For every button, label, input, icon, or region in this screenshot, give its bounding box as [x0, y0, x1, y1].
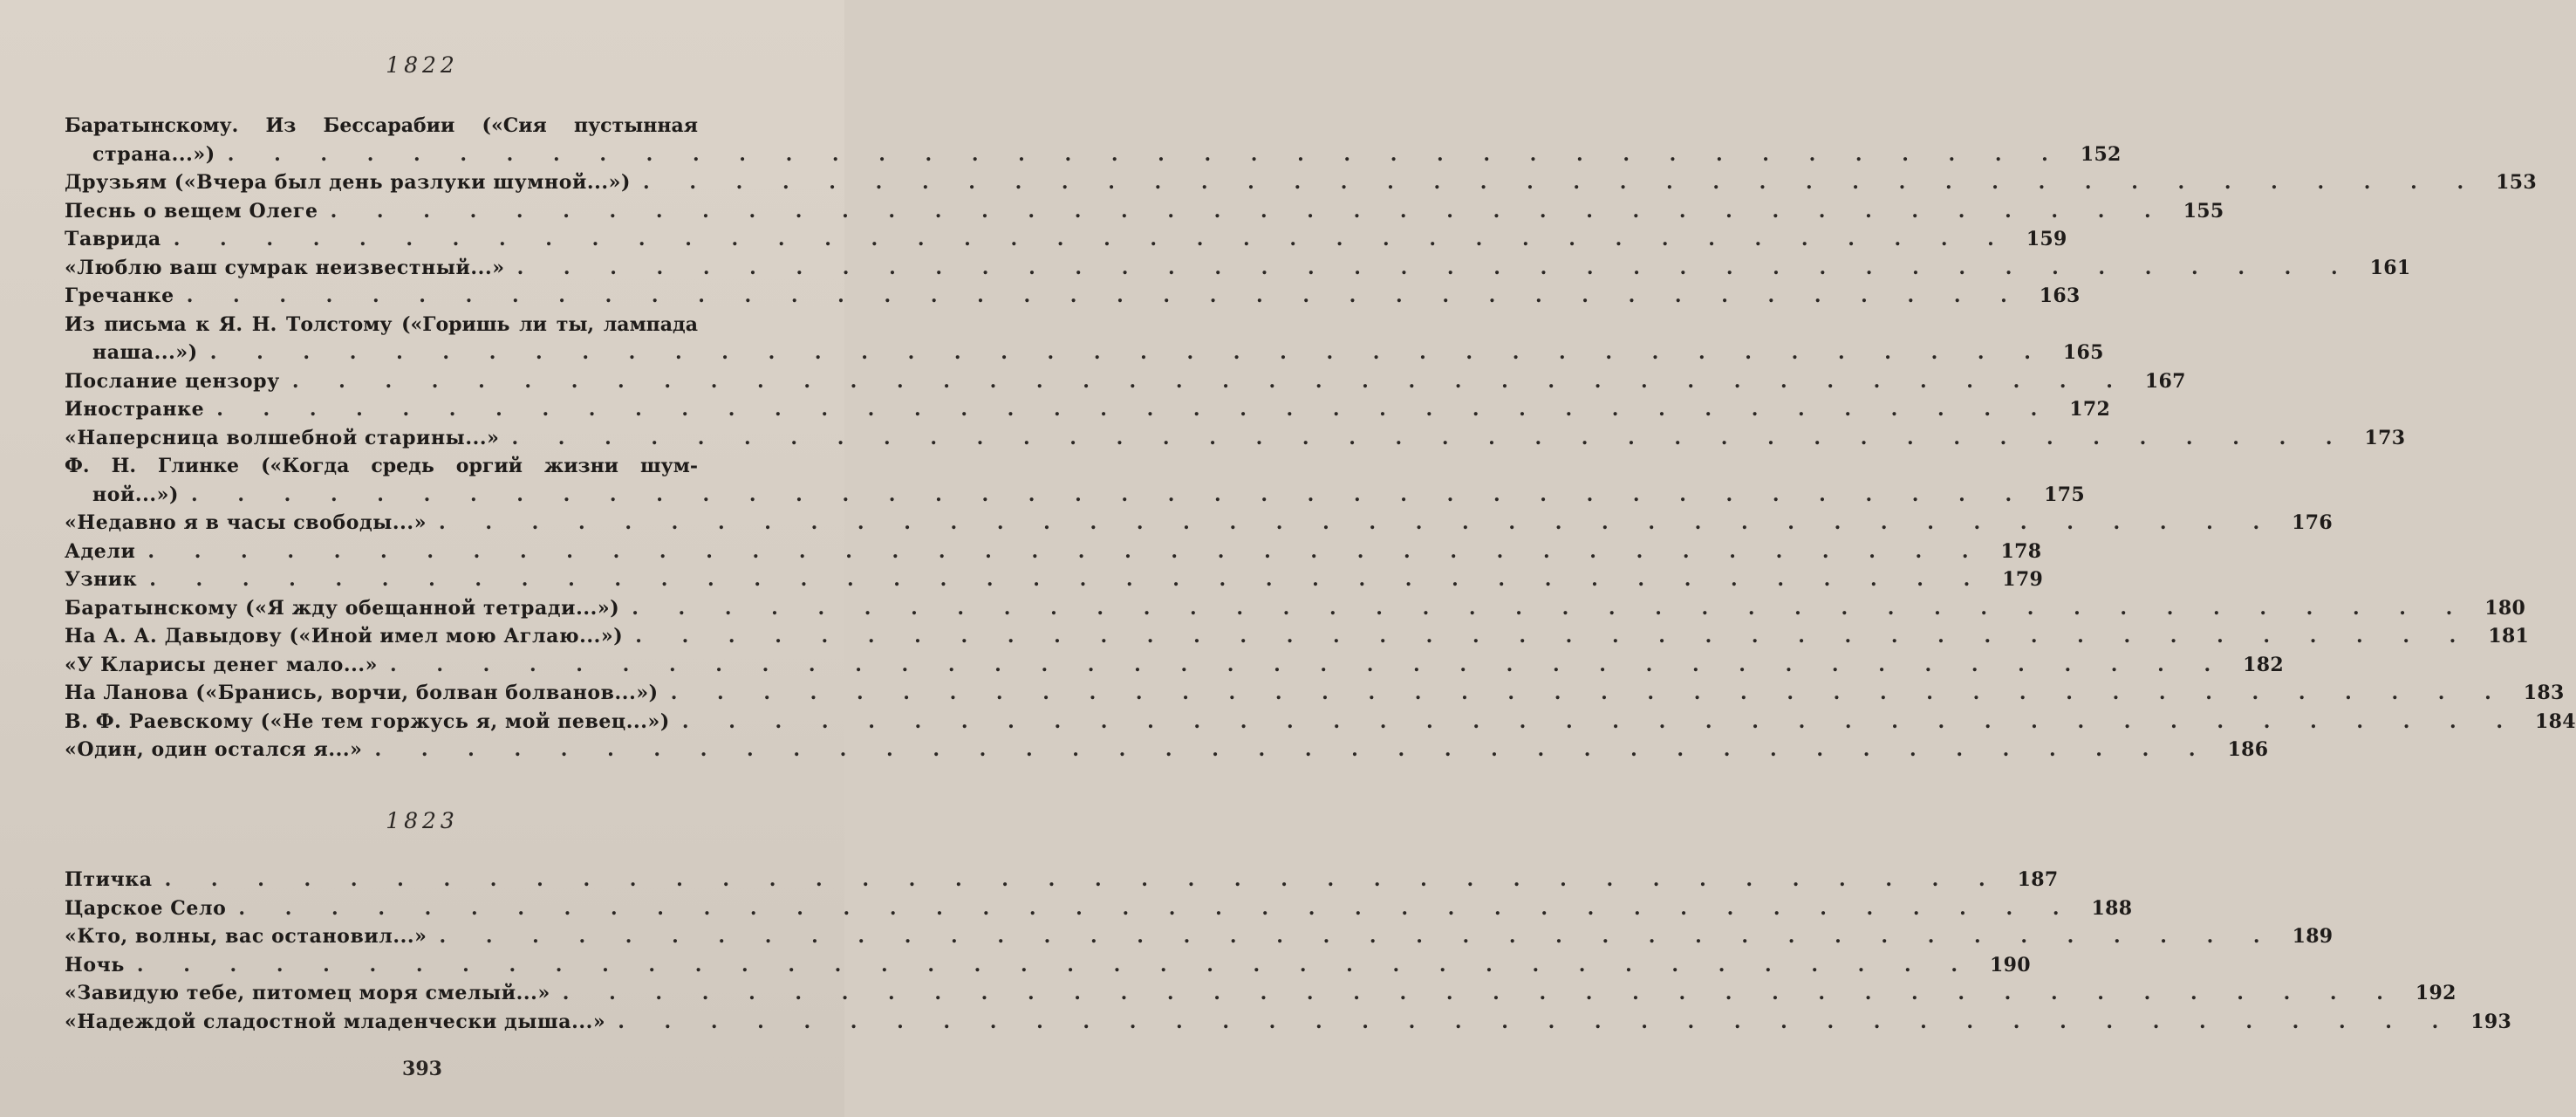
toc-entry-word: шум-	[640, 455, 698, 477]
dot-leader: . . . . . . . . . . . . . . . . . . . . . . . . . . . . . . . . . . . . . . . .	[216, 398, 2054, 421]
toc-entry-word: («Горишь	[401, 312, 510, 336]
toc-entry-title: Иностранке	[65, 398, 205, 421]
toc-entry-word: Бессарабии	[323, 114, 455, 137]
toc-entry-page-number: 165	[2062, 341, 2104, 364]
dot-leader: . . . . . . . . . . . . . . . . . . . . . . . . . . . . . . . . . . . . . . . .	[439, 511, 2277, 534]
toc-entry-title: «У Клариcы денег мало...»	[65, 653, 379, 676]
toc-entry-title: Таврида	[65, 228, 161, 250]
toc-entry-title: страна...»)	[92, 142, 215, 166]
toc-entry-page-number: 186	[2227, 738, 2269, 761]
toc-entry-word: лампада	[603, 312, 698, 336]
dot-leader: . . . . . . . . . . . . . . . . . . . . . . . . . . . . . . . . . . . . . . . .	[643, 171, 2481, 194]
dot-leader: . . . . . . . . . . . . . . . . . . . . . . . . . . . . . . . . . . . . . . . .	[291, 369, 2129, 393]
dot-leader: . . . . . . . . . . . . . . . . . . . . . . . . . . . . . . . . . . . . . . . .	[191, 483, 2029, 506]
dot-leader: . . . . . . . . . . . . . . . . . . . . . . . . . . . . . . . . . . . . . . . .	[173, 228, 2011, 250]
toc-entry-word: оргий	[455, 455, 523, 477]
toc-entry	[65, 1008, 2512, 1037]
toc-section-1823	[65, 866, 2512, 1036]
year-heading-1822: 1822	[386, 52, 459, 78]
toc-entry-word: к	[195, 312, 210, 336]
dot-leader: . . . . . . . . . . . . . . . . . . . . . . . . . . . . . . . . . . . . . . . .	[330, 199, 2168, 223]
toc-entry	[65, 866, 2059, 894]
toc-entry-title: ной...»)	[92, 483, 180, 506]
toc-entry-word: жизни	[544, 455, 618, 477]
toc-entry-page-number: 192	[2415, 982, 2456, 1004]
toc-entry-title-line1	[65, 311, 698, 339]
toc-entry-title: Узник	[65, 568, 138, 591]
toc-entry-page-number: 182	[2243, 653, 2284, 676]
toc-entry-title: «Люблю ваш сумрак неизвестный...»	[65, 256, 505, 279]
dot-leader: . . . . . . . . . . . . . . . . . . . . . . . . . . . . . . . . . . . . . . . .	[511, 426, 2349, 449]
toc-entry-word: Я.	[219, 312, 243, 336]
toc-entry-page-number: 180	[2484, 596, 2526, 620]
toc-entry-word: ли	[519, 312, 547, 336]
toc-entry-word: средь	[371, 455, 434, 477]
toc-entry-word: письма	[104, 312, 187, 336]
toc-entry	[65, 168, 2537, 197]
toc-entry	[65, 282, 2081, 311]
toc-entry-page-number: 172	[2069, 398, 2111, 421]
toc-entry	[65, 651, 2284, 680]
toc-entry-title: «Недавно я в часы свободы...»	[65, 511, 427, 534]
dot-leader: . . . . . . . . . . . . . . . . . . . . . . . . . . . . . . . . . . . . . . . .	[136, 953, 1974, 977]
toc-entry-page-number: 173	[2364, 426, 2406, 449]
toc-entry-word: Толстому	[285, 312, 393, 336]
toc-entry-word: Из	[265, 114, 297, 137]
toc-entry-title: На А. А. Давыдову («Иной имел мою Аглаю...»)	[65, 625, 624, 648]
toc-entry	[65, 594, 2526, 623]
dot-leader: . . . . . . . . . . . . . . . . . . . . . . . . . . . . . . . . . . . . . . . .	[227, 142, 2065, 166]
toc-entry-page-number: 161	[2369, 256, 2411, 279]
toc-entry-title: Друзьям («Вчера был день разлуки шумной...»)	[65, 171, 632, 194]
toc-entry-title: Царское Село	[65, 896, 227, 920]
toc-entry-title: Песнь о вещем Олеге	[65, 199, 318, 223]
toc-entry	[65, 367, 2186, 396]
dot-leader: . . . . . . . . . . . . . . . . . . . . . . . . . . . . . . . . . . . . . . . .	[618, 1010, 2456, 1033]
dot-leader: . . . . . . . . . . . . . . . . . . . . . . . . . . . . . . . . . . . . . . . .	[147, 539, 1985, 563]
toc-entry-title: В. Ф. Раевскому («Не тем горжусь я, мой певец...»)	[65, 709, 670, 733]
toc-entry-title: Послание цензору	[65, 369, 280, 393]
toc-entry-word: пустынная	[573, 114, 698, 137]
dot-leader: . . . . . . . . . . . . . . . . . . . . . . . . . . . . . . . . . . . . . . . .	[632, 596, 2470, 620]
toc-entry	[65, 951, 2031, 980]
toc-entry	[65, 452, 2085, 509]
toc-entry	[65, 979, 2456, 1008]
toc-entry-page-number: 187	[2017, 868, 2059, 891]
dot-leader: . . . . . . . . . . . . . . . . . . . . . . . . . . . . . . . . . . . . . . . .	[635, 625, 2473, 648]
toc-entry	[65, 708, 2576, 737]
toc-entry-title: Адели	[65, 539, 136, 563]
toc-entry	[65, 894, 2133, 923]
toc-entry	[65, 622, 2530, 651]
year-heading-1823: 1823	[386, 808, 459, 833]
toc-entry-page-number: 183	[2523, 682, 2565, 704]
toc-entry-title: Баратынскому («Я жду обещанной тетради...»)	[65, 596, 620, 620]
toc-entry-page-number: 179	[2002, 568, 2044, 591]
dot-leader: . . . . . . . . . . . . . . . . . . . . . . . . . . . . . . . . . . . . . . . .	[562, 982, 2400, 1004]
dot-leader: . . . . . . . . . . . . . . . . . . . . . . . . . . . . . . . . . . . . . . . .	[238, 896, 2076, 920]
toc-entry-title: «Один, один остался я...»	[65, 738, 363, 761]
dot-leader: . . . . . . . . . . . . . . . . . . . . . . . . . . . . . . . . . . . . . . . .	[186, 284, 2024, 307]
toc-entry-title: Гречанке	[65, 284, 174, 307]
toc-entry-page-number: 175	[2044, 483, 2085, 506]
toc-entry-page-number: 155	[2183, 199, 2224, 223]
toc-entry-word: Глинке	[158, 455, 240, 477]
dot-leader: . . . . . . . . . . . . . . . . . . . . . . . . . . . . . . . . . . . . . . . .	[209, 341, 2047, 364]
toc-entry-page-number: 152	[2080, 142, 2122, 166]
toc-entry	[65, 679, 2565, 708]
page-number: 393	[402, 1058, 442, 1080]
toc-entry-title-line1	[65, 112, 698, 140]
toc-entry	[65, 424, 2406, 453]
toc-entry-word: Из	[65, 312, 95, 336]
toc-entry	[65, 922, 2333, 951]
toc-entry-page-number: 153	[2496, 171, 2537, 194]
toc-entry-word: ты,	[556, 312, 595, 336]
toc-entry	[65, 197, 2224, 226]
toc-entry	[65, 225, 2067, 254]
toc-entry-title: «Надеждой сладостной младенчески дыша...»	[65, 1010, 606, 1033]
toc-entry	[65, 509, 2333, 538]
toc-entry-word: Н.	[111, 455, 137, 477]
toc-entry-title: «Наперсница волшебной старины...»	[65, 426, 500, 449]
toc-entry	[65, 311, 2104, 367]
toc-entry-word: Баратынскому.	[65, 114, 239, 137]
toc-entry-page-number: 163	[2039, 284, 2081, 307]
toc-entry-title-line1	[65, 452, 698, 481]
dot-leader: . . . . . . . . . . . . . . . . . . . . . . . . . . . . . . . . . . . . . . . .	[681, 709, 2519, 733]
dot-leader: . . . . . . . . . . . . . . . . . . . . . . . . . . . . . . . . . . . . . . . .	[670, 682, 2508, 704]
toc-entry-page-number: 190	[1989, 953, 2031, 977]
dot-leader: . . . . . . . . . . . . . . . . . . . . . . . . . . . . . . . . . . . . . . . .	[149, 568, 1987, 591]
dot-leader: . . . . . . . . . . . . . . . . . . . . . . . . . . . . . . . . . . . . . . . .	[390, 653, 2228, 676]
toc-entry-title: Ночь	[65, 953, 125, 977]
toc-entry-page-number: 181	[2488, 625, 2530, 648]
dot-leader: . . . . . . . . . . . . . . . . . . . . . . . . . . . . . . . . . . . . . . . .	[164, 868, 2002, 891]
dot-leader: . . . . . . . . . . . . . . . . . . . . . . . . . . . . . . . . . . . . . . . .	[374, 738, 2212, 761]
toc-entry-page-number: 188	[2091, 896, 2133, 920]
toc-entry-page-number: 189	[2292, 925, 2333, 948]
toc-entry-title: На Ланова («Бранись, ворчи, болван болванов...»)	[65, 682, 659, 704]
toc-entry	[65, 254, 2411, 283]
toc-entry	[65, 736, 2269, 764]
toc-entry-page-number: 184	[2535, 709, 2576, 733]
toc-entry-title: наша...»)	[92, 341, 198, 364]
toc-entry-page-number: 178	[2000, 539, 2042, 563]
toc-entry-page-number: 193	[2470, 1010, 2512, 1033]
toc-entry-word: («Когда	[261, 455, 350, 477]
toc-entry	[65, 565, 2044, 594]
dot-leader: . . . . . . . . . . . . . . . . . . . . . . . . . . . . . . . . . . . . . . . .	[439, 925, 2277, 948]
toc-entry	[65, 538, 2042, 566]
toc-entry-page-number: 167	[2144, 369, 2186, 393]
toc-entry-title: «Кто, волны, вас остановил...»	[65, 925, 427, 948]
toc-entry-title: Птичка	[65, 868, 153, 891]
toc-entry-word: («Сия	[482, 114, 547, 137]
toc-entry-word: Ф.	[65, 455, 90, 477]
toc-section-1822	[65, 112, 2576, 764]
toc-entry-page-number: 159	[2026, 228, 2067, 250]
toc-entry	[65, 395, 2111, 424]
toc-entry	[65, 112, 2122, 168]
toc-entry-word: Н.	[251, 312, 277, 336]
toc-entry-page-number: 176	[2292, 511, 2333, 534]
dot-leader: . . . . . . . . . . . . . . . . . . . . . . . . . . . . . . . . . . . . . . . .	[516, 256, 2354, 279]
toc-entry-title: «Завидую тебе, питомец моря смелый...»	[65, 982, 550, 1004]
